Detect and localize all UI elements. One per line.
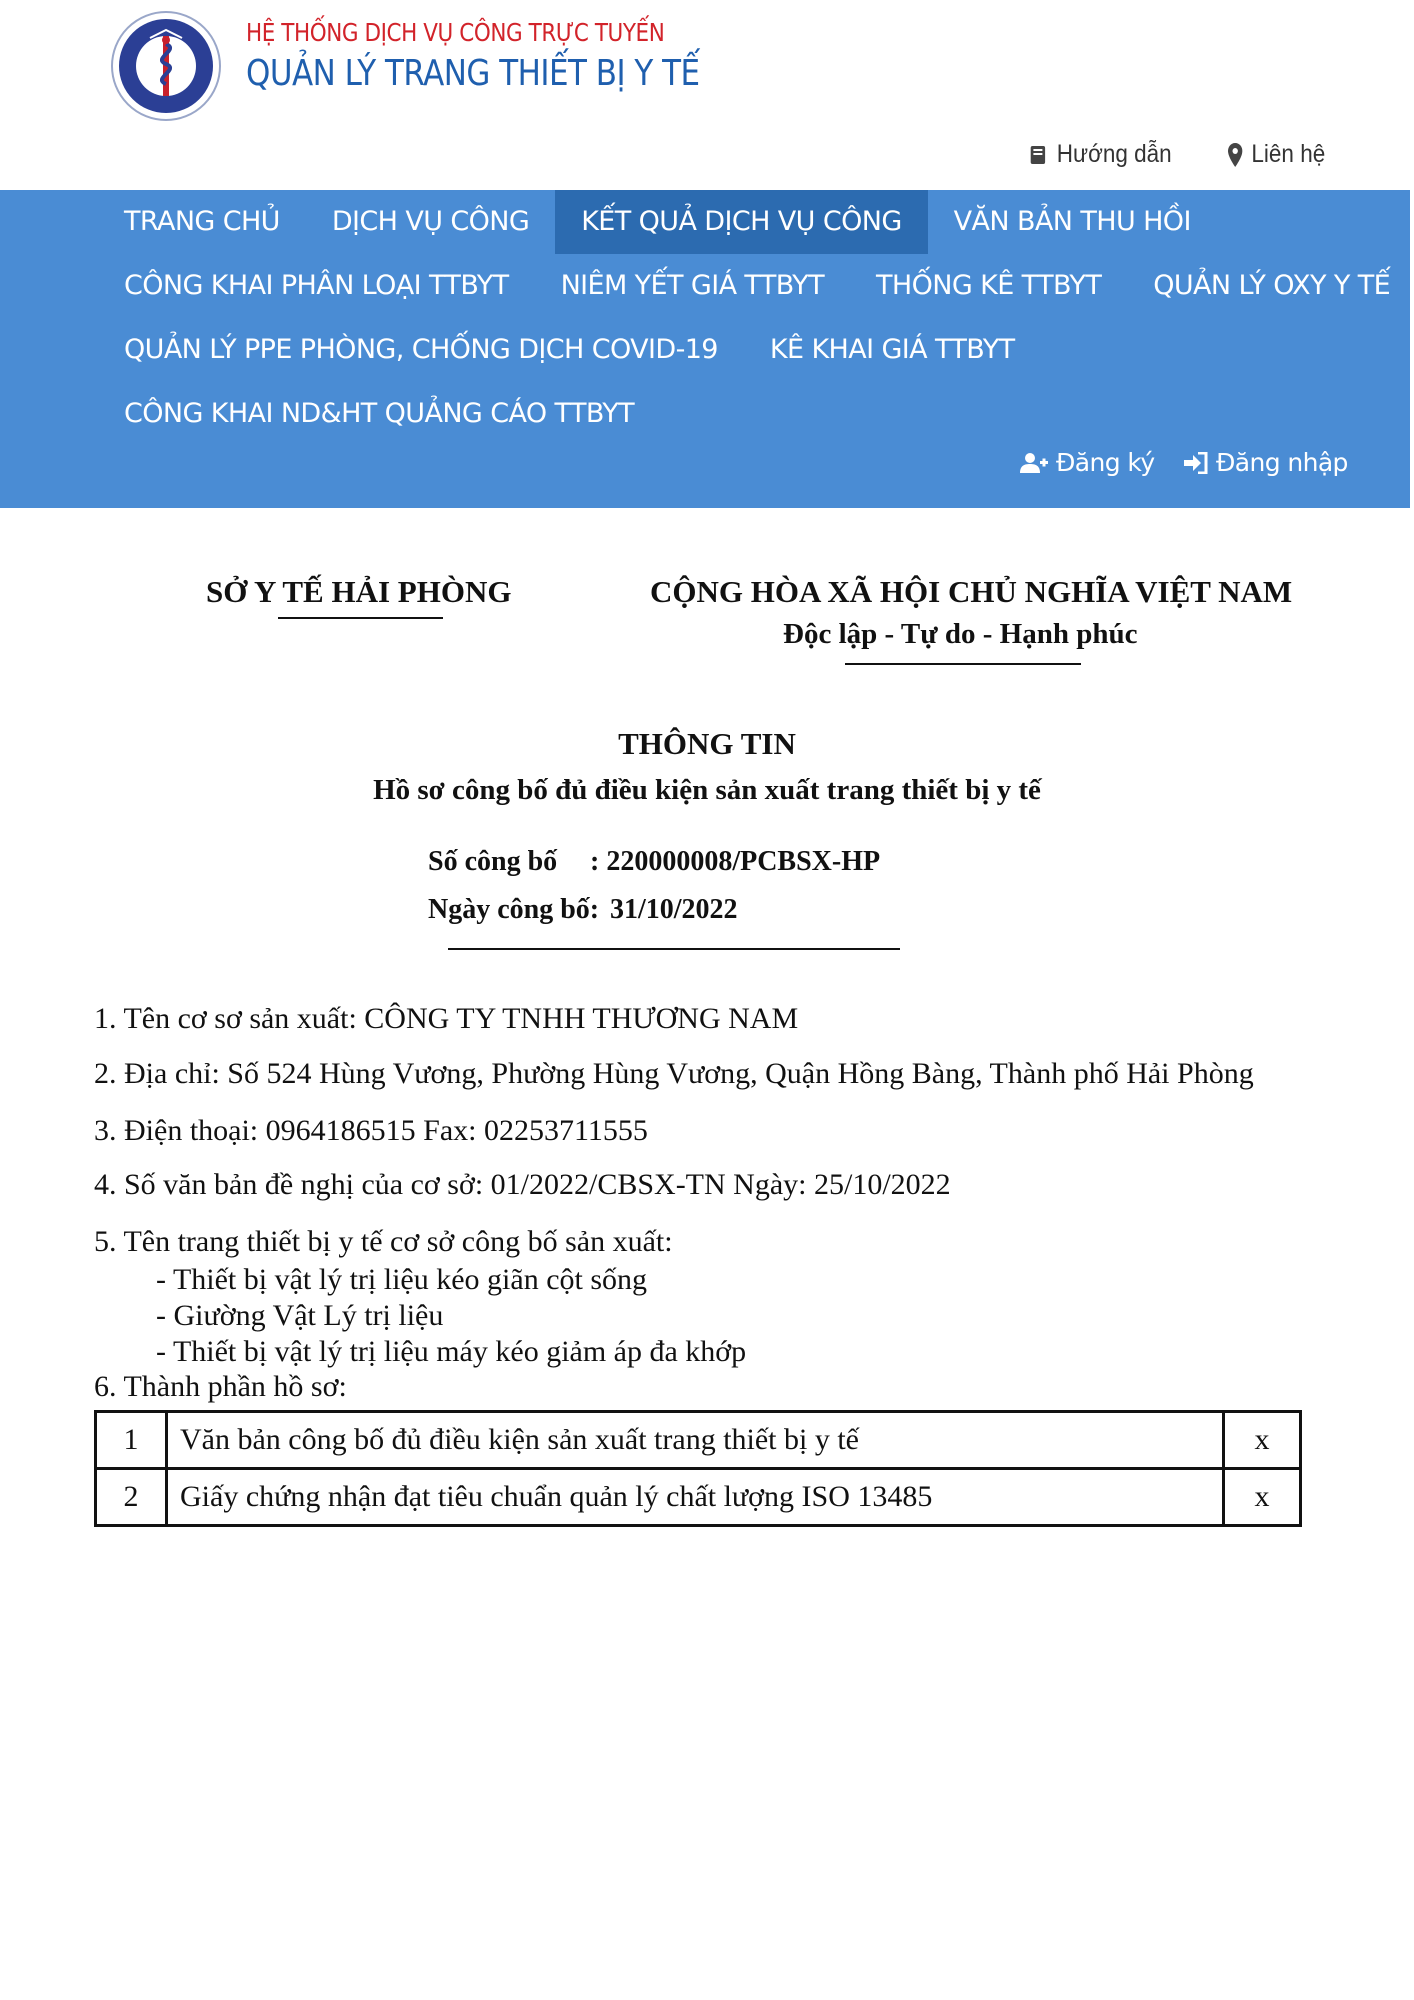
login-button[interactable] [1184,448,1348,477]
nav-row [98,382,660,446]
nav-row [98,190,1217,254]
dossier-table [94,1410,1302,1527]
nav-item-ppe-covid[interactable]: QUẢN LÝ PPE PHÒNG, CHỐNG DỊCH COVID-19 [124,334,718,365]
publication-number-value: : 220000008/PCBSX-HP [590,846,881,877]
nav-item-price-listing[interactable]: NIÊM YẾT GIÁ TTBYT [560,270,824,301]
nav-item-public-services[interactable]: DỊCH VỤ CÔNG [331,206,530,237]
national-title: CỘNG HÒA XÃ HỘI CHỦ NGHĨA VIỆT NAM [650,574,1293,609]
nav-item-revoked-documents[interactable]: VĂN BẢN THU HỒI [953,206,1191,237]
site-header [0,0,1414,190]
product-item: - Giường Vật Lý trị liệu [156,1299,444,1332]
publication-number-label: Số công bố [428,846,558,877]
divider-line [448,948,900,950]
document-title: THÔNG TIN [618,726,796,761]
document-content [0,508,1414,2000]
dossier-document-name: Văn bản công bố đủ điều kiện sản xuất trang thiết bị y tế [167,1412,1224,1469]
document-subtitle: Hồ sơ công bố đủ điều kiện sản xuất trang thiết bị y tế [373,774,1041,806]
product-item: - Thiết bị vật lý trị liệu kéo giãn cột sống [156,1263,648,1296]
map-marker-icon [1228,143,1242,167]
guide-label: Hướng dẫn [1056,140,1172,168]
register-label: Đăng ký [1056,448,1155,477]
product-item: - Thiết bị vật lý trị liệu máy kéo giảm áp đa khớp [156,1335,747,1368]
issuing-department: SỞ Y TẾ HẢI PHÒNG [206,574,512,609]
publication-date-label: Ngày công bố: [428,894,600,925]
nav-item-classification[interactable]: CÔNG KHAI PHÂN LOẠI TTBYT [124,270,509,301]
nav-row [98,254,1414,318]
included-mark: x [1224,1469,1301,1526]
manufacturer-contact: 3. Điện thoại: 0964186515 Fax: 02253711555 [94,1114,648,1147]
dossier-heading: 6. Thành phần hồ sơ: [94,1370,347,1403]
contact-label: Liên hệ [1251,140,1326,168]
divider-line [845,663,1081,665]
request-document: 4. Số văn bản đề nghị của cơ sở: 01/2022/CBSX-TN Ngày: 25/10/2022 [94,1168,951,1201]
nav-item-service-results[interactable]: KẾT QUẢ DỊCH VỤ CÔNG [555,190,927,254]
included-mark: x [1224,1412,1301,1469]
nav-row [98,318,1041,382]
login-label: Đăng nhập [1216,448,1348,477]
portal-system-title: HỆ THỐNG DỊCH VỤ CÔNG TRỰC TUYẾN [246,18,665,47]
row-number: 1 [96,1412,167,1469]
guide-link[interactable] [1028,140,1172,169]
nav-item-medical-oxygen[interactable]: QUẢN LÝ OXY Y TẾ [1153,270,1391,301]
publication-date-value: 31/10/2022 [610,894,738,925]
main-navigation [0,190,1410,508]
manufacturer-address: 2. Địa chỉ: Số 524 Hùng Vương, Phường Hùng Vương, Quận Hồng Bàng, Thành phố Hải Phòng [94,1057,1254,1090]
portal-main-title: QUẢN LÝ TRANG THIẾT BỊ Y TẾ [246,53,700,94]
table-row [96,1469,1301,1526]
nav-item-home[interactable]: TRANG CHỦ [124,206,280,237]
manufacturer-name: 1. Tên cơ sơ sản xuất: CÔNG TY TNHH THƯƠNG NAM [94,1002,799,1035]
nav-item-price-declaration[interactable]: KÊ KHAI GIÁ TTBYT [769,334,1015,365]
book-icon [1028,144,1048,166]
products-heading: 5. Tên trang thiết bị y tế cơ sở công bố sản xuất: [94,1225,673,1258]
nav-item-statistics[interactable]: THỐNG KÊ TTBYT [875,270,1102,301]
sign-in-icon [1184,452,1208,474]
divider-line [278,617,443,619]
national-motto: Độc lập - Tự do - Hạnh phúc [783,618,1138,650]
dossier-document-name: Giấy chứng nhận đạt tiêu chuẩn quản lý chất lượng ISO 13485 [167,1469,1224,1526]
register-button[interactable] [1020,448,1155,477]
ministry-of-health-logo[interactable] [110,10,222,122]
table-row [96,1412,1301,1469]
user-plus-icon [1020,452,1048,474]
row-number: 2 [96,1469,167,1526]
contact-link[interactable] [1228,140,1325,169]
nav-item-advertising[interactable]: CÔNG KHAI ND&HT QUẢNG CÁO TTBYT [124,398,635,429]
